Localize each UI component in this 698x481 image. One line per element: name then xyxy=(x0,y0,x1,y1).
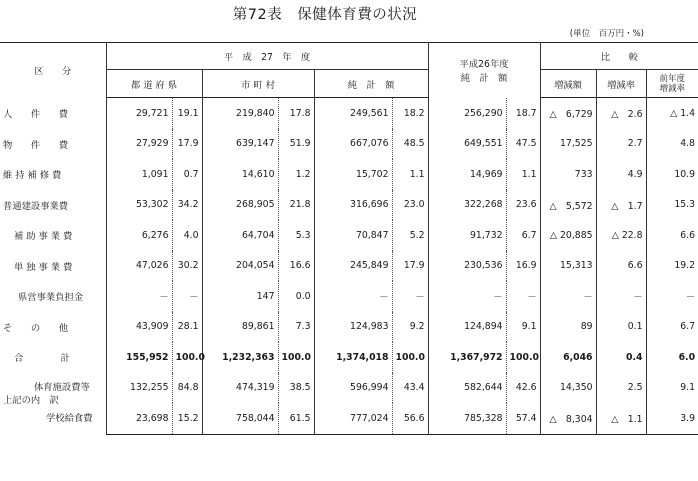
cell-net-rate: 43.4 xyxy=(392,373,428,404)
cell-pref-rate: 17.9 xyxy=(172,129,202,160)
cell-pref: 6,276 xyxy=(106,220,172,251)
cell-diff: 733 xyxy=(540,159,596,190)
cell-muni: 758,044 xyxy=(202,403,278,434)
cell-muni: 204,054 xyxy=(202,251,278,282)
cell-h26-rate: 100.0 xyxy=(506,342,540,373)
cell-diff: 15,313 xyxy=(540,251,596,282)
cell-pref: 27,929 xyxy=(106,129,172,160)
cell-h26: 785,328 xyxy=(428,403,506,434)
cell-pref-rate: 15.2 xyxy=(172,403,202,434)
cell-net: － xyxy=(314,281,392,312)
cell-diff-rate: 0.1 xyxy=(596,312,646,343)
cell-h26: 256,290 xyxy=(428,98,506,129)
cell-diff-rate: △ 1.7 xyxy=(596,190,646,221)
cell-diff-rate: 0.4 xyxy=(596,342,646,373)
cell-net: 667,076 xyxy=(314,129,392,160)
cell-net-rate: 48.5 xyxy=(392,129,428,160)
cell-diff: 6,046 xyxy=(540,342,596,373)
cell-net: 1,374,018 xyxy=(314,342,392,373)
row-label: 単 独 事 業 費 xyxy=(14,261,73,273)
cell-muni-rate: 5.3 xyxy=(278,220,314,251)
cell-net-rate: 1.1 xyxy=(392,159,428,190)
header-kubun: 区 分 xyxy=(0,43,106,98)
row-label: 学校給食費 xyxy=(46,412,93,424)
cell-muni-rate: 16.6 xyxy=(278,251,314,282)
header-change-rate: 増減率 xyxy=(596,70,646,98)
cell-muni: 89,861 xyxy=(202,312,278,343)
cell-diff-rate: △ 22.8 xyxy=(596,220,646,251)
cell-net-rate: 23.0 xyxy=(392,190,428,221)
cell-h26-rate: － xyxy=(506,281,540,312)
cell-pref: 43,909 xyxy=(106,312,172,343)
cell-h26-rate: 6.7 xyxy=(506,220,540,251)
cell-pref: 132,255 xyxy=(106,373,172,404)
row-label: 普通建設事業費 xyxy=(3,200,69,212)
cell-muni-rate: 61.5 xyxy=(278,403,314,434)
cell-net: 245,849 xyxy=(314,251,392,282)
cell-h26-rate: 57.4 xyxy=(506,403,540,434)
cell-pref: 155,952 xyxy=(106,342,172,373)
table-row xyxy=(0,251,698,282)
cell-diff-rate: △ 2.6 xyxy=(596,98,646,129)
unit-note: (単位 百万円・%) xyxy=(569,29,644,39)
cell-h26-rate: 47.5 xyxy=(506,129,540,160)
page-title: 第72表 保健体育費の状況 xyxy=(232,7,418,23)
cell-pref: 47,026 xyxy=(106,251,172,282)
table-row xyxy=(0,129,698,160)
cell-net: 124,983 xyxy=(314,312,392,343)
cell-muni-rate: 21.8 xyxy=(278,190,314,221)
cell-h26-rate: 9.1 xyxy=(506,312,540,343)
header-h26: 平成26年度 純 計 額 xyxy=(428,43,540,98)
cell-h26: 322,268 xyxy=(428,190,506,221)
cell-h26: 124,894 xyxy=(428,312,506,343)
table-row xyxy=(0,220,698,251)
cell-h26-rate: 16.9 xyxy=(506,251,540,282)
cell-muni-rate: 17.8 xyxy=(278,98,314,129)
cell-net-rate: 9.2 xyxy=(392,312,428,343)
cell-diff-rate: △ 1.1 xyxy=(596,403,646,434)
cell-prev-rate: － xyxy=(646,281,698,312)
cell-muni: 1,232,363 xyxy=(202,342,278,373)
cell-h26: 1,367,972 xyxy=(428,342,506,373)
cell-pref: 23,698 xyxy=(106,403,172,434)
cell-muni: 474,319 xyxy=(202,373,278,404)
row-label: 人 件 費 xyxy=(3,109,69,120)
cell-diff: △ 5,572 xyxy=(540,190,596,221)
cell-pref-rate: 0.7 xyxy=(172,159,202,190)
cell-pref-rate: 30.2 xyxy=(172,251,202,282)
cell-muni-rate: 1.2 xyxy=(278,159,314,190)
health-pe-expenditure-table xyxy=(0,42,698,435)
row-label-total: 合 計 xyxy=(14,353,70,365)
cell-pref-rate: 100.0 xyxy=(172,342,202,373)
header-hikaku: 比 較 xyxy=(540,43,698,70)
row-label: そ の 他 xyxy=(3,322,69,334)
table-row xyxy=(0,312,698,343)
row-label: 維 持 補 修 費 xyxy=(3,170,62,182)
cell-net-rate: 100.0 xyxy=(392,342,428,373)
cell-net: 15,702 xyxy=(314,159,392,190)
cell-h26-rate: 18.7 xyxy=(506,98,540,129)
cell-muni-rate: 100.0 xyxy=(278,342,314,373)
cell-diff: △ 6,729 xyxy=(540,98,596,129)
cell-prev-rate: 6.0 xyxy=(646,342,698,373)
header-prev-rate: 前年度 増減率 xyxy=(646,70,698,98)
cell-h26-rate: 1.1 xyxy=(506,159,540,190)
table-row-total xyxy=(0,342,698,373)
cell-muni: 639,147 xyxy=(202,129,278,160)
cell-diff-rate: － xyxy=(596,281,646,312)
header-change-amount: 増減額 xyxy=(540,70,596,98)
cell-prev-rate: 9.1 xyxy=(646,373,698,404)
cell-diff: △ 8,304 xyxy=(540,403,596,434)
cell-pref: 53,302 xyxy=(106,190,172,221)
cell-diff: 17,525 xyxy=(540,129,596,160)
cell-muni-rate: 7.3 xyxy=(278,312,314,343)
cell-net-rate: 56.6 xyxy=(392,403,428,434)
header-h27: 平 成 27 年 度 xyxy=(106,43,428,70)
sub-breakdown-label: 上記の内 訳 xyxy=(3,394,59,406)
cell-net-rate: 5.2 xyxy=(392,220,428,251)
cell-h26: 649,551 xyxy=(428,129,506,160)
cell-h26-rate: 23.6 xyxy=(506,190,540,221)
cell-net-rate: 17.9 xyxy=(392,251,428,282)
cell-prev-rate: 15.3 xyxy=(646,190,698,221)
cell-pref: － xyxy=(106,281,172,312)
table-row xyxy=(0,190,698,221)
cell-net: 70,847 xyxy=(314,220,392,251)
cell-net-rate: － xyxy=(392,281,428,312)
table-row xyxy=(0,281,698,312)
cell-h26: 14,969 xyxy=(428,159,506,190)
cell-prev-rate: △ 1.4 xyxy=(646,98,698,129)
cell-muni: 268,905 xyxy=(202,190,278,221)
cell-prev-rate: 19.2 xyxy=(646,251,698,282)
cell-h26: 582,644 xyxy=(428,373,506,404)
cell-muni: 147 xyxy=(202,281,278,312)
header-municipalities: 市 町 村 xyxy=(202,70,314,98)
cell-h26: 230,536 xyxy=(428,251,506,282)
cell-muni: 14,610 xyxy=(202,159,278,190)
cell-diff: △ 20,885 xyxy=(540,220,596,251)
cell-prev-rate: 4.8 xyxy=(646,129,698,160)
header-net-total: 純 計 額 xyxy=(314,70,428,98)
cell-muni-rate: 0.0 xyxy=(278,281,314,312)
cell-net: 249,561 xyxy=(314,98,392,129)
cell-net: 596,994 xyxy=(314,373,392,404)
row-label: 補 助 事 業 費 xyxy=(14,231,73,243)
row-label: 物 件 費 xyxy=(3,139,69,151)
cell-pref: 1,091 xyxy=(106,159,172,190)
cell-diff: － xyxy=(540,281,596,312)
table-row xyxy=(0,373,698,404)
cell-diff: 14,350 xyxy=(540,373,596,404)
cell-net: 777,024 xyxy=(314,403,392,434)
cell-muni-rate: 38.5 xyxy=(278,373,314,404)
cell-prev-rate: 6.7 xyxy=(646,312,698,343)
cell-pref-rate: 28.1 xyxy=(172,312,202,343)
cell-diff-rate: 2.5 xyxy=(596,373,646,404)
table-row xyxy=(0,98,698,129)
cell-muni: 64,704 xyxy=(202,220,278,251)
cell-net: 316,696 xyxy=(314,190,392,221)
cell-diff-rate: 2.7 xyxy=(596,129,646,160)
cell-pref-rate: 34.2 xyxy=(172,190,202,221)
cell-h26: 91,732 xyxy=(428,220,506,251)
cell-h26: － xyxy=(428,281,506,312)
cell-diff-rate: 4.9 xyxy=(596,159,646,190)
cell-pref-rate: 19.1 xyxy=(172,98,202,129)
cell-h26-rate: 42.6 xyxy=(506,373,540,404)
cell-prev-rate: 3.9 xyxy=(646,403,698,434)
sub-breakdown-cell xyxy=(0,373,106,435)
row-label: 県営事業負担金 xyxy=(18,292,84,304)
cell-muni: 219,840 xyxy=(202,98,278,129)
cell-diff-rate: 6.6 xyxy=(596,251,646,282)
cell-pref: 29,721 xyxy=(106,98,172,129)
cell-net-rate: 18.2 xyxy=(392,98,428,129)
cell-pref-rate: 4.0 xyxy=(172,220,202,251)
cell-pref-rate: － xyxy=(172,281,202,312)
table-row xyxy=(0,159,698,190)
cell-prev-rate: 10.9 xyxy=(646,159,698,190)
cell-pref-rate: 84.8 xyxy=(172,373,202,404)
row-label: 体育施設費等 xyxy=(34,381,90,393)
cell-muni-rate: 51.9 xyxy=(278,129,314,160)
cell-diff: 89 xyxy=(540,312,596,343)
cell-prev-rate: 6.6 xyxy=(646,220,698,251)
header-prefectures: 都 道 府 県 xyxy=(106,70,202,98)
